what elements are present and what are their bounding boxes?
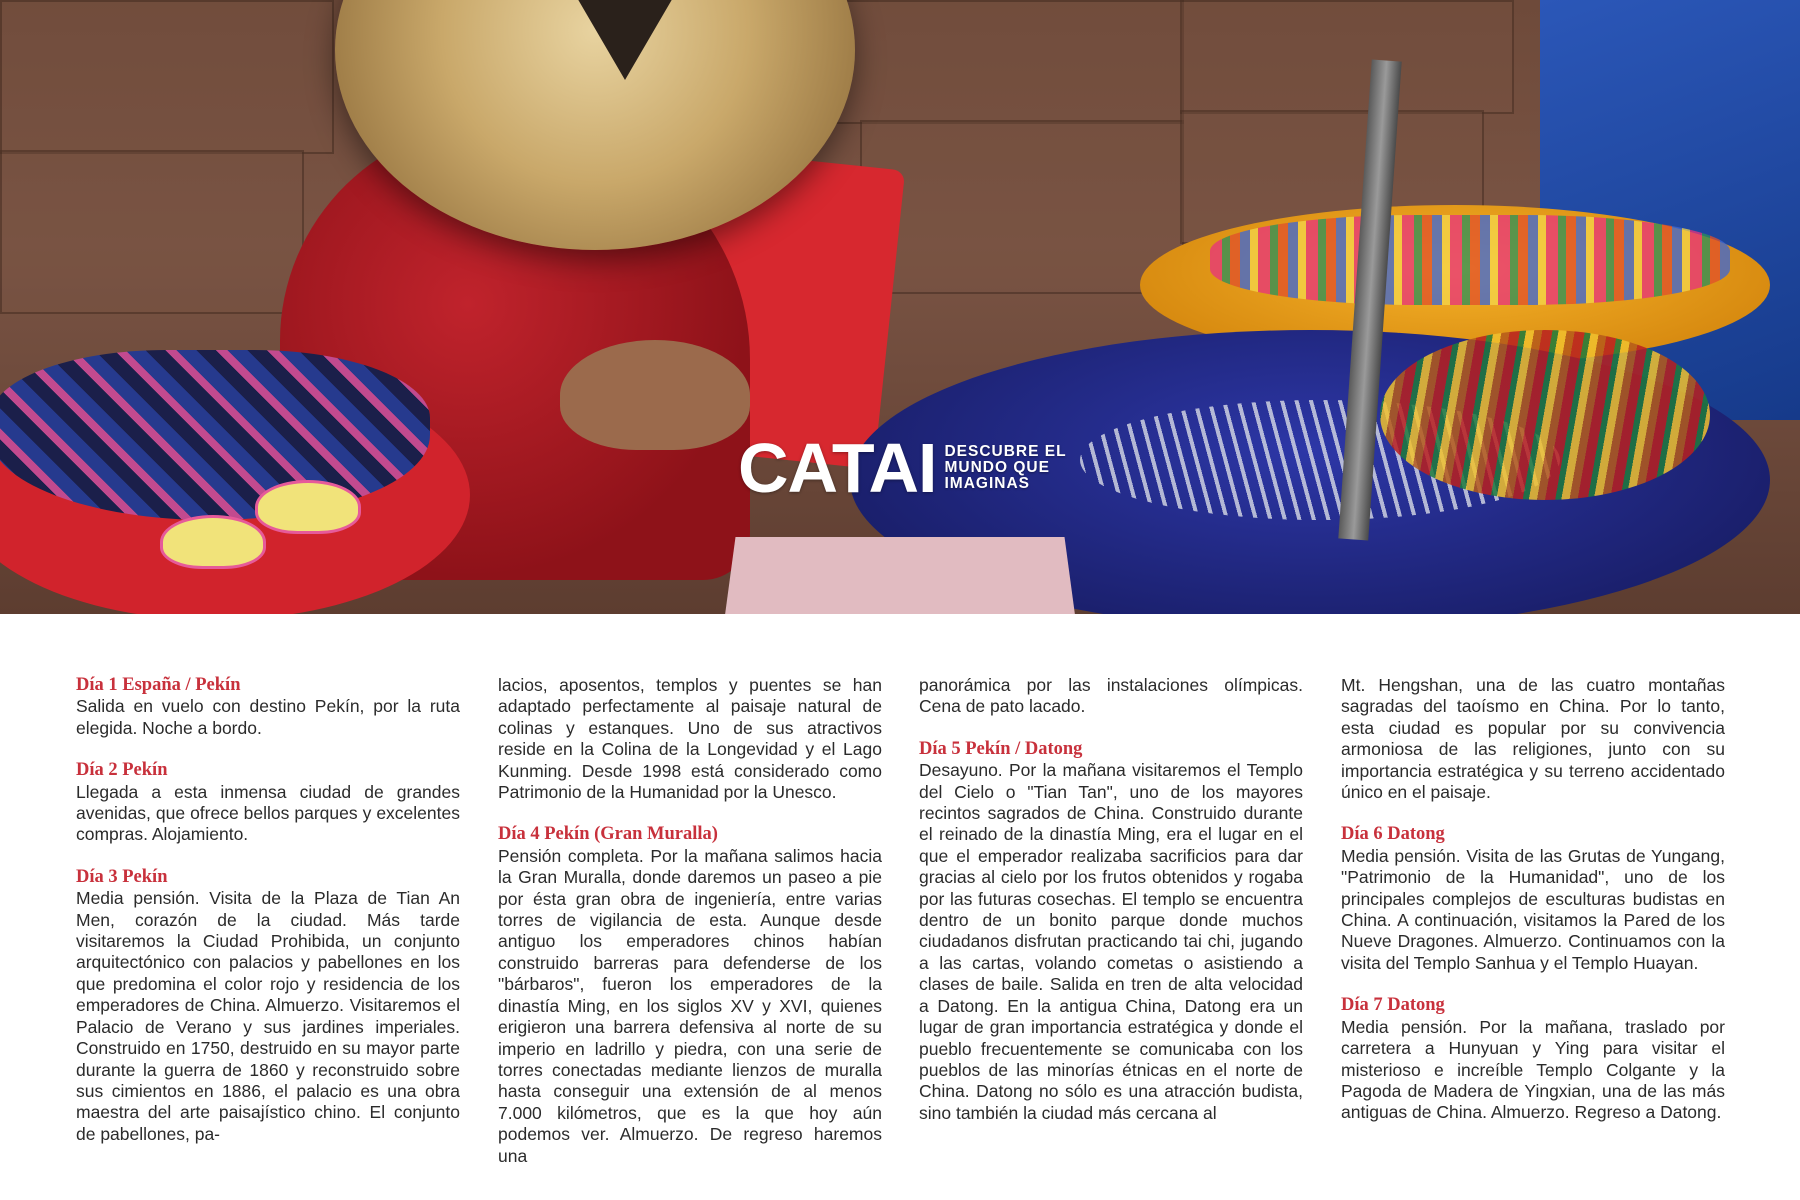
embroidered-shoe [255, 480, 361, 534]
day-section [1341, 824, 1725, 974]
colorful-trinkets [1210, 215, 1730, 305]
day-section [76, 867, 460, 1145]
catai-logo [738, 429, 1074, 507]
day-section [498, 824, 882, 1167]
day-description: Media pensión. Por la mañana, traslado por carretera a Hunyuan y Ying para visitar el misterioso e increíble Templo Colgante y la Pagoda de Madera de Yingxian, una de las más antiguas de China. Almuerzo. Regreso a Datong. [1341, 1016, 1725, 1123]
day-description: lacios, aposentos, templos y puentes se han adaptado perfectamente al paisaje natural de colinas y estanques. Uno de sus atractivos reside en la Colina de la Longevidad y el Lago Kunming. Desde 1998 está considerado como Patrimonio de la Humanidad por la Unesco. [498, 675, 882, 803]
itinerary-column-1 [76, 675, 460, 1166]
day-title: Día 3 Pekín [76, 866, 168, 887]
day-section [76, 760, 460, 846]
itinerary-column-3 [919, 675, 1303, 1145]
logo-tagline [944, 444, 1074, 492]
stone-wall-block [1180, 0, 1514, 114]
day-description: Salida en vuelo con destino Pekín, por la ruta elegida. Noche a bordo. [76, 696, 460, 738]
day-title: Día 5 Pekín / Datong [919, 738, 1083, 759]
bead-necklaces [1380, 330, 1710, 500]
day-section [919, 739, 1303, 1124]
day-title: Día 6 Datong [1341, 824, 1445, 845]
day-description: Media pensión. Visita de las Grutas de Yungang, "Patrimonio de la Humanidad", uno de los principales complejos de esculturas budistas en China. A continuación, visitamos la Pared de los Nueve Dragones. Almuerzo. Continuamos con la visita del Templo Sanhua y el Templo Huayan. [1341, 845, 1725, 973]
stone-wall-block [0, 150, 304, 314]
vendor-hands [560, 340, 750, 450]
day-title: Día 7 Datong [1341, 995, 1445, 1016]
stone-wall-block [860, 120, 1184, 294]
day-description: Desayuno. Por la mañana visitaremos el Templo del Cielo o "Tian Tan", uno de los mayores recintos sagrados de China. Construido durante el reinado de la dinastía Ming, era el lugar en el que el emperador realizaba sacrificios para dar gracias al cielo por los frutos obtenidos y rogaba por las futuras cosechas. El templo se encuentra dentro de un bonito parque donde muchos ciudadanos disfrutan practicando tai chi, jugando a las cartas, volando cometas o asistiendo a clases de baile. Salida en tren de alta velocidad a Datong. En la antigua China, Datong era un lugar de gran importancia estratégica y donde el pueblo frecuentemente se comunicaba con los pueblos de las minorías étnicas en el norte de China. Datong no sólo es una atracción budista, sino también la ciudad más cercana al [919, 760, 1303, 1123]
day-title: Día 1 España / Pekín [76, 675, 241, 695]
day-section-continued [498, 675, 882, 803]
itinerary-column-4 [1341, 675, 1725, 1145]
day-description: Llegada a esta inmensa ciudad de grandes avenidas, que ofrece bellos parques y excelentes compras. Alojamiento. [76, 781, 460, 845]
day-section [1341, 995, 1725, 1123]
stone-wall-block [0, 0, 334, 154]
embroidered-textiles [0, 350, 430, 520]
day-title: Día 2 Pekín [76, 760, 168, 781]
day-description: Pensión completa. Por la mañana salimos hacia la Gran Muralla, donde daremos un paseo a pie por ésta gran obra de ingeniería, entre varias torres de vigilancia de esta. Aunque desde antiguo los emperadores chinos habían construido barreras para defenderse de los "bárbaros", fueron los emperadores de la dinastía Ming, en los siglos XV y XVI, quienes erigieron una barrera defensiva al norte de su imperio en ladrillo y piedra, con una serie de torres conectadas mediante lienzos de muralla hasta conseguir una extensión de al menos 7.000 kilómetros, que es la que hoy aún podemos ver. Almuerzo. De regreso haremos una [498, 845, 882, 1166]
day-description: Media pensión. Visita de la Plaza de Tian An Men, corazón de la ciudad. Más tarde visitaremos la Ciudad Prohibida, un conjunto arquitectónico con palacios y pabellones en los que predomina el color rojo y residencia de los emperadores de China. Almuerzo. Visitaremos el Palacio de Verano y sus jardines imperiales. Construido en 1750, destruido en su mayor parte durante la guerra de 1860 y reconstruido sobre sus cimientos en 1886, el palacio es una obra maestra del arte paisajístico chino. El conjunto de pabellones, pa- [76, 888, 460, 1144]
embroidered-shoe [160, 515, 266, 569]
tagline-line: MUNDO QUE [944, 459, 1050, 476]
day-description: panorámica por las instalaciones olímpicas. Cena de pato lacado. [919, 675, 1303, 717]
day-section-continued [919, 675, 1303, 718]
day-section [76, 675, 460, 739]
day-title: Día 4 Pekín (Gran Muralla) [498, 824, 718, 845]
stone-wall-block [820, 0, 1184, 124]
day-section-continued [1341, 675, 1725, 803]
itinerary-column-2 [498, 675, 882, 1188]
day-description: Mt. Hengshan, una de las cuatro montañas sagradas del taoísmo en China. Por lo tanto, esta ciudad es popular por su convivencia armoniosa de las religiones, junto con su importancia estratégica y su terreno accidentado único en el paisaje. [1341, 675, 1725, 803]
tagline-line: DESCUBRE EL [944, 443, 1067, 460]
logo-wordmark: CATAI [738, 429, 937, 507]
pink-tab-decoration [725, 537, 1075, 614]
tagline-line: IMAGINAS [944, 475, 1030, 492]
